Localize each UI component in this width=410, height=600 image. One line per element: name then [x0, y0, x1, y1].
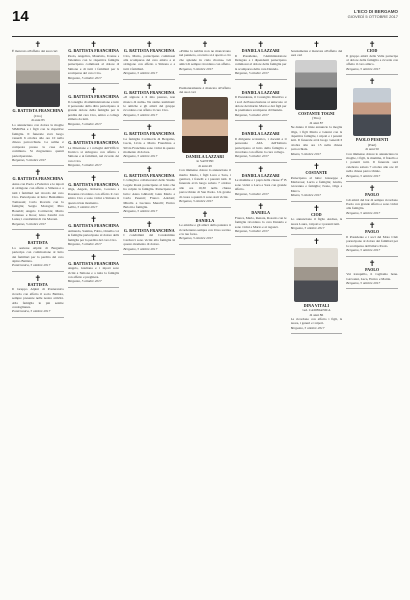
notice-text: Gli amici del bar di sempre ricordano Paolo con grande affetto e sono vicini alla famiglia. — [346, 197, 398, 211]
notice-text: Lo annunciano il figlio Andrea, la nuora Laura, i nipoti e i parenti tutti. — [290, 217, 343, 226]
notice-place-date: Bergamo, 5 ottobre 2017 — [346, 210, 381, 215]
notice-text: Le mamme e i papà della classe 3ª B sono vicini a Luca e Sara con grande affetto. — [234, 178, 287, 192]
cross-icon: ✝ — [368, 40, 376, 49]
notice-intro: Serenamente è mancata all'affetto dei suoi cari — [290, 49, 343, 58]
notice-text: Il Presidente, l'Amministratore Delegato e i dipendenti partecipano commossi al dolore della famiglia per la scomparsa della cara Daniela. — [234, 53, 287, 71]
notice-divider — [123, 254, 175, 255]
notice-text: Olga, Angelo, Roberto, Lorenzo e Rosanna ricordano con affetto il caro amico Ciro e sono vicini a Simona in questo triste momento. — [67, 187, 120, 205]
deceased-name: CIOD — [366, 49, 378, 53]
deceased-name: G. BATTISTA FRANCHINA — [123, 49, 175, 53]
notice-divider — [123, 120, 175, 121]
obituary-column-5 — [235, 40, 287, 594]
cross-icon: ✝ — [368, 77, 376, 87]
notice-place-date: Bergamo, 5 ottobre 2017 — [123, 71, 158, 76]
notice-divider — [68, 250, 120, 251]
notice-place-date: Bergamo, 5 ottobre 2017 — [179, 199, 213, 204]
notice-divider — [179, 244, 231, 245]
deceased-name: G. BATTISTA FRANCHINA — [68, 182, 119, 187]
deceased-name: PAOLO — [365, 193, 380, 198]
notice-divider — [346, 74, 398, 75]
deceased-name: DANIELA LAZZARI — [241, 173, 280, 178]
page-number: 14 — [12, 8, 29, 25]
death-notice — [235, 165, 287, 196]
notice-text: Ciro, Mario, partecipano commossi alla scomparsa del caro amico e si stringono con affetto a Simona e a tutti i familiari. — [123, 53, 176, 71]
notice-text: Lo annunciano con dolore la moglie SIMONA e i figli con le rispettive famiglie. Il funerale avrà luogo venerdì 6 ottobre alle ore 10 nella chiesa parrocchiale. La salma è composta presso la casa del commiato. Si ringraziano quanti parteciperanno. — [12, 122, 64, 158]
notice-place-date: Lallio, 5 ottobre 2017 — [67, 204, 98, 209]
notice-text: Le amiche e gli amici della palestra ti ricorderanno sempre con il tuo sorriso e la tua forza. — [179, 223, 231, 236]
deceased-name: DANIELA LAZZARI — [241, 132, 280, 137]
deceased-name: PAOLO — [365, 230, 380, 235]
cross-icon: ✝ — [313, 40, 320, 49]
notice-text: Ne danno il triste annuncio la moglie Olga, i figli Maria e Gianni con le rispettive famiglie, i nipoti e i parenti tutti. Il funerale avrà luogo venerdì 6 ottobre alle ore 15 nella chiesa parrocchiale. — [290, 125, 343, 152]
notice-divider — [123, 217, 175, 218]
deceased-age: di anni 86 — [309, 312, 324, 317]
death-notice — [68, 215, 120, 246]
notice-text: Il dirigente scolastico, i docenti e il personale ATA dell'Istituto partecipano al lutto della famiglia e ricordano con affetto la cara collega. — [234, 136, 287, 155]
death-notice — [346, 40, 398, 71]
notice-text: I condòmini del Condominio Carducci sono vicini alla famiglia in questo momento di dolore. — [123, 233, 176, 247]
notice-place-date: Bergamo, 5 ottobre 2017 — [12, 221, 46, 226]
notice-place-date: Ponteranica, 5 ottobre 2017 — [12, 263, 51, 268]
death-notice — [346, 221, 398, 252]
portrait-photo — [295, 60, 337, 110]
notice-place-date: Bergamo, 5 ottobre 2017 — [346, 66, 381, 71]
notice-divider — [235, 199, 287, 200]
obituary-column-4 — [179, 40, 231, 594]
death-notice — [123, 40, 175, 76]
notice-place-date: Bergamo, 5 ottobre 2017 — [179, 66, 213, 71]
notice-divider — [68, 171, 120, 172]
deceased-name: DANIELA LAZZARI — [241, 90, 280, 95]
notice-text: Partecipano al lutto: Giuseppe e Mariarosa; Lucia e famiglia; Giulio, Giovanna e famiglia; Ivano, Olga e Marco. — [290, 175, 343, 193]
portrait-photo — [182, 97, 228, 153]
notice-text: Paolo, Angelica, Maurizio, Ivonne e Valentina con le rispettive famiglie partecipano commossi al dolore di Simona e di tutti i familiari per la scomparsa del caro Ciro. — [67, 53, 120, 76]
notice-place-date: Bergamo, 5 ottobre 2017 — [123, 154, 158, 159]
deceased-name: G. BATTISTA FRANCHINA — [123, 228, 175, 233]
notice-text: Con immenso dolore lo annunciano il marito Mario, i figli Luca e Sara, i genitori, i fratelli e i parenti tutti. Il funerale avrà luogo sabato 7 ottobre alle ore 10,30 nella chiesa parrocchiale di San Paolo. Un grazie di cuore a quanti ci sono stati vicini. — [179, 168, 231, 199]
cross-icon: ✝ — [90, 252, 97, 262]
notice-text: Anna con Paolo e Federica e le nipoti si stringono con affetto a Simona e a tutti i familiari nel ricordo del caro Ciro. Partecipano al lutto: Beniamino Tomasoni; Carlo Rovaris con la famiglia; Sergio Mologni; Pino Bonaldi; Angelo Cortinovis; Mario Cattaneo e Rosa; Gino Zanchi con Luisa; i condòmini di via Moroni. — [12, 182, 64, 222]
notice-place-date: Bergamo, 5 ottobre 2017 — [234, 191, 269, 196]
cross-icon: ✝ — [145, 164, 153, 174]
notice-divider — [179, 74, 231, 75]
notice-divider — [235, 162, 287, 163]
notice-divider — [346, 218, 398, 219]
death-notice — [68, 253, 120, 284]
notice-place-date: Bergamo, 5 ottobre 2017 — [234, 71, 269, 76]
deceased-name: G. BATTISTA FRANCHINA — [68, 95, 119, 100]
cross-icon: ✝ — [313, 203, 320, 213]
deceased-name: DANIELA — [195, 218, 215, 223]
deceased-name: PAOLO PESENTI — [355, 138, 389, 143]
notice-divider — [123, 79, 175, 80]
deceased-nickname: (Ciro) — [33, 114, 42, 118]
death-notice — [68, 40, 120, 80]
deceased-name: DANIELA — [251, 211, 271, 216]
notice-place-date: Bergamo, 5 ottobre 2017 — [290, 325, 325, 330]
notice-place-date: Bergamo, 5 ottobre 2017 — [234, 154, 269, 159]
cross-icon: ✝ — [201, 40, 209, 49]
deceased-name: G. BATTISTA FRANCHINA — [12, 109, 64, 114]
notice-divider — [123, 162, 175, 163]
deceased-name: G. BATTISTA FRANCHINA — [123, 173, 175, 178]
cross-icon: ✝ — [34, 273, 42, 283]
notice-divider — [12, 317, 64, 318]
notice-place-date: Bergamo, 5 ottobre 2017 — [67, 75, 102, 80]
notice-divider — [291, 159, 343, 160]
deceased-age: di anni 50 — [365, 147, 379, 152]
notice-divider — [291, 201, 343, 202]
deceased-name: G. BATTISTA FRANCHINA — [123, 90, 175, 95]
notice-place-date: Bergamo, 5 ottobre 2017 — [290, 226, 325, 231]
notice-place-date: Bergamo, 5 ottobre 2017 — [234, 228, 269, 233]
notice-divider — [12, 165, 64, 166]
death-notice — [235, 202, 287, 233]
cross-icon: ✝ — [90, 132, 97, 142]
deceased-age: di anni 87 — [309, 120, 324, 125]
death-notice — [12, 274, 64, 314]
notice-intro: È mancato all'affetto dei suoi cari — [12, 49, 58, 53]
notice-text: Il Presidente, il Consiglio Direttivo e i soci dell'associazione si uniscono al dolore del marito Mario e dei figli per la prematura scomparsa di Daniela. — [234, 95, 287, 113]
death-notice — [179, 40, 231, 71]
notice-place-date: Mozzo, 5 ottobre 2017 — [290, 193, 321, 198]
notice-divider — [179, 207, 231, 208]
cross-icon: ✝ — [90, 215, 97, 225]
notice-place-date: Bergamo, 5 ottobre 2017 — [346, 248, 381, 253]
deceased-nickname: in SANTINI — [196, 159, 214, 164]
deceased-name: G. BATTISTA FRANCHINA — [123, 132, 175, 137]
notice-text: Armando, Santina, Fabio, Ornella con le famiglie partecipano al dolore della famiglia per la perdita del caro Ciro. — [67, 228, 120, 242]
cross-icon: ✝ — [90, 173, 97, 183]
death-notice — [346, 184, 398, 215]
cross-icon: ✝ — [34, 232, 42, 242]
death-notice — [68, 132, 120, 168]
obituary-column-2 — [68, 40, 120, 594]
notice-place-date: Bergamo, 5 ottobre 2017 — [67, 279, 102, 284]
obituary-column-7 — [346, 40, 398, 594]
deceased-name: BATTISTA — [27, 241, 48, 246]
deceased-name: BATTISTA — [27, 282, 48, 287]
obituary-column-1 — [12, 40, 64, 594]
notice-divider — [235, 79, 287, 80]
death-notice — [346, 259, 398, 286]
death-notice — [123, 220, 175, 251]
deceased-name: G. BATTISTA FRANCHINA — [68, 224, 119, 229]
death-notice — [235, 40, 287, 76]
obituary-column-6 — [291, 40, 343, 594]
cross-icon: ✝ — [201, 209, 209, 219]
notice-place-date: Bergamo, 5 ottobre 2017 — [123, 112, 158, 117]
death-notice — [235, 82, 287, 118]
notice-divider — [346, 288, 398, 289]
deceased-name: PAOLO — [365, 267, 380, 272]
deceased-name: G. BATTISTA FRANCHINA — [68, 261, 119, 266]
portrait-photo — [294, 248, 338, 302]
notice-divider — [68, 212, 120, 213]
deceased-name: DANIELA LAZZARI — [186, 154, 224, 159]
portrait-photo — [16, 55, 60, 107]
death-notice — [123, 82, 175, 118]
cross-icon: ✝ — [34, 40, 42, 49]
notice-place-date: Bergamo, 5 ottobre 2017 — [123, 246, 158, 251]
cross-icon: ✝ — [145, 40, 153, 49]
deceased-name: CIOD — [311, 212, 322, 217]
notice-text: Con immenso dolore lo annunciano la moglie, i figli, la mamma, il fratello e i parenti tutti. Il funerale sarà celebrato sabato 7 ottobre alle ore 10 nella chiesa parrocchiale. — [346, 151, 398, 174]
notice-place-date: Bergamo, 5 ottobre 2017 — [123, 209, 158, 214]
death-notice — [68, 174, 120, 210]
page-header — [12, 8, 398, 37]
deceased-name: COSTANTE TOGNI — [298, 111, 335, 116]
notice-divider — [235, 120, 287, 121]
notice-text: Il consiglio di amministrazione e tutto il personale della ditta partecipano al grande dolore della famiglia per la perdita del caro Ciro, amico e collega stimato da tutti. — [67, 99, 120, 122]
death-notice — [12, 40, 64, 162]
cross-icon: ✝ — [257, 40, 265, 49]
notice-text: La sezione Alpini di Bergamo partecipa con commozione al lutto dei familiari per la perdita del caro alpino Battista. — [12, 245, 64, 263]
notice-place-date: Bergamo, 5 ottobre 2017 — [12, 158, 46, 163]
death-notice — [12, 232, 64, 268]
cross-icon: ✝ — [34, 168, 42, 178]
notice-divider — [68, 287, 120, 288]
cross-icon: ✝ — [201, 77, 209, 87]
notice-text: Angelo, Giuliana e i nipoti sono vicini a Simona e a tutta la famiglia con affetto e preghiera. — [67, 266, 120, 279]
notice-divider — [291, 333, 343, 334]
deceased-age: di anni 83 — [31, 118, 45, 123]
cross-icon: ✝ — [257, 202, 265, 212]
notice-divider — [12, 229, 64, 230]
deceased-name: COSTANTE — [305, 171, 328, 176]
notice-text: La famiglia Cortinovis di Bergamo, Lucia, Livia e Mario Franchina e Silvia Franchina sono vicini in questo momento di dolore. — [123, 136, 176, 155]
cross-icon: ✝ — [313, 162, 320, 172]
notice-text: Il Presidente e i soci del Moto Club partecipano al dolore dei familiari per la scomparsa dell'amico Paolo. — [346, 234, 398, 248]
death-notice — [235, 123, 287, 159]
cross-icon: ✝ — [90, 86, 97, 96]
death-notice — [179, 77, 231, 203]
newspaper-name: L'ECO DI BERGAMO — [353, 9, 398, 14]
notice-place-date: Bergamo, 5 ottobre 2017 — [67, 242, 102, 247]
deceased-age: di anni 49 — [198, 163, 212, 168]
death-notice — [123, 123, 175, 159]
cross-icon: ✝ — [368, 258, 376, 268]
death-notice — [123, 165, 175, 214]
death-notice — [291, 40, 343, 156]
issue-date: GIOVEDÌ 5 OTTOBRE 2017 — [347, 14, 398, 19]
deceased-name: DINA VITALI — [303, 303, 330, 308]
notice-text: Il gruppo amici della Valle partecipa al dolore della famiglia e ricorda con affetto il caro amico. — [346, 53, 398, 67]
notice-divider — [346, 181, 398, 182]
notice-text: La ricordano con affetto i figli, le nuore, i generi e i nipoti. — [290, 316, 343, 326]
cross-icon: ✝ — [257, 81, 265, 91]
deceased-nickname: ved. CAMBIANICA — [302, 308, 331, 313]
notice-divider — [12, 271, 64, 272]
notice-text: «Il signore è il mio pastore, non manco di nulla» Ne siamo testimoni: le amiche e gli amici del gruppo ricordano con affetto il caro Ciro. — [123, 95, 176, 113]
notice-text: Vai tranquillo, ti vogliamo bene. Giovanni, Luca, Enrico e Mattia. — [346, 272, 398, 281]
notice-text: I colleghi e collaboratori dello Studio Legale Rossi partecipano al lutto che ha colpito la famiglia. Partecipano al lutto: Anna Ghilardi; Gian Mario e Carla Pesenti; Franco Adobati; Mirella e Luciano Merelli; Enrico Belotti e famiglia. — [123, 178, 176, 209]
cross-icon: ✝ — [313, 236, 320, 246]
death-notice — [179, 210, 231, 241]
deceased-name: G. BATTISTA FRANCHINA — [68, 49, 119, 53]
obituary-columns — [12, 40, 398, 594]
notice-text: La Direzione e i colleghi dell'Ufficio Tecnico si stringono con affetto a Simona e ai familiari, nel ricordo del caro Ciro. — [67, 145, 120, 163]
death-notice — [291, 237, 343, 331]
notice-place-date: Bergamo, 5 ottobre 2017 — [234, 112, 269, 117]
deceased-name: G. BATTISTA FRANCHINA — [68, 141, 119, 146]
notice-place-date: Bergamo, 5 ottobre 2017 — [179, 236, 213, 241]
cross-icon: ✝ — [145, 123, 153, 133]
deceased-nickname: (Tino) — [312, 116, 321, 121]
cross-icon: ✝ — [368, 184, 376, 194]
notice-divider — [68, 129, 120, 130]
notice-divider — [291, 234, 343, 235]
cross-icon: ✝ — [257, 123, 265, 133]
notice-text: «Prima la nebbia non ne mancavano nel pensiero, ora tutto si è aperto e ciò che splende in cielo ritorna» Gli amici di sempre ricordano con affetto. — [179, 49, 231, 67]
notice-place-date: Bergamo, 5 ottobre 2017 — [67, 121, 102, 126]
deceased-name: G. BATTISTA FRANCHINA — [12, 177, 64, 182]
notice-place-date: Bergamo, 5 ottobre 2017 — [346, 173, 381, 178]
death-notice — [291, 162, 343, 198]
deceased-nickname: (Paul) — [367, 142, 377, 147]
death-notice — [68, 86, 120, 126]
cross-icon: ✝ — [368, 221, 376, 231]
notice-text: Il Gruppo Alpini di Ponteranica ricorda con affetto il socio Battista, sempre presente nelle nostre attività. Alla famiglia le più sentite condoglianze. — [12, 287, 64, 309]
notice-place-date: Ponteranica, 5 ottobre 2017 — [12, 309, 51, 314]
cross-icon: ✝ — [257, 164, 265, 174]
cross-icon: ✝ — [145, 219, 153, 229]
notice-divider — [235, 236, 287, 237]
notice-divider — [346, 256, 398, 257]
notice-text: Franca, Mario, Renata, Rosario con le famiglie ricordano la cara Daniela e sono vicini a Mario e ai ragazzi. — [234, 215, 287, 229]
notice-divider — [68, 83, 120, 84]
notice-place-date: Mozzo, 5 ottobre 2017 — [290, 151, 321, 156]
death-notice — [12, 168, 64, 226]
cross-icon: ✝ — [145, 81, 153, 91]
death-notice — [346, 77, 398, 178]
deceased-name: DANIELA LAZZARI — [241, 49, 280, 53]
notice-place-date: Bergamo, 5 ottobre 2017 — [346, 280, 381, 285]
cross-icon: ✝ — [90, 40, 97, 49]
portrait-photo — [353, 88, 391, 136]
obituary-column-3 — [123, 40, 175, 594]
death-notice — [291, 204, 343, 231]
notice-intro: Prematuramente è mancata all'affetto dei suoi cari — [179, 86, 231, 95]
notice-place-date: Bergamo, 5 ottobre 2017 — [67, 163, 102, 168]
masthead — [348, 9, 398, 19]
